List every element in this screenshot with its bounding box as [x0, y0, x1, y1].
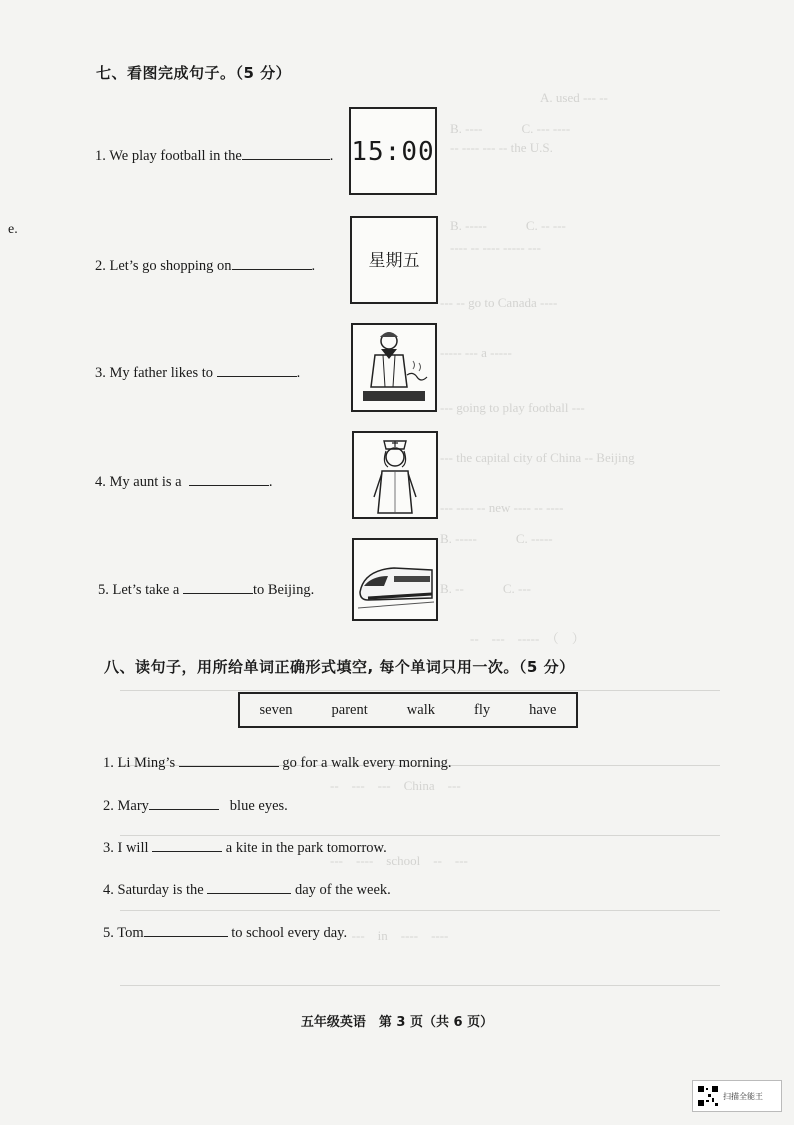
answer-blank[interactable]	[144, 922, 228, 937]
question-text: 1. We play football in the	[95, 148, 242, 164]
bleed-through-line	[120, 910, 720, 911]
bleed-through-text: ‑‑‑‑ ‑‑ ‑‑‑‑ ‑‑‑‑‑ ‑‑‑	[450, 240, 541, 255]
bleed-through-text: ‑‑‑ ‑‑‑‑ ‑‑ new ‑‑‑‑ ‑‑ ‑‑‑‑	[440, 500, 564, 515]
question-text: 3. My father likes to	[95, 365, 213, 381]
bleed-through-text: ‑‑ ‑‑‑ in ‑‑‑‑ ‑‑‑‑	[330, 928, 449, 943]
qr-code-icon	[697, 1085, 719, 1107]
question-8-3	[103, 837, 387, 857]
question-text: 2. Let’s go shopping on	[95, 258, 232, 274]
question-tail: .	[296, 365, 301, 381]
question-prefix: 5. Tom	[103, 925, 144, 941]
question-prefix: 2. Mary	[103, 798, 149, 814]
question-7-2	[95, 255, 315, 275]
answer-blank[interactable]	[149, 795, 219, 810]
bleed-through-text: ‑‑‑‑‑ ‑‑‑ a ‑‑‑‑‑	[440, 345, 512, 360]
nurse-picture	[352, 431, 438, 519]
question-8-2	[103, 795, 288, 815]
nurse-icon	[354, 433, 436, 517]
question-text: 4. My aunt is a	[95, 474, 182, 490]
question-8-1	[103, 752, 451, 772]
question-7-4	[95, 471, 272, 491]
answer-blank[interactable]	[183, 579, 253, 594]
cook-icon	[353, 325, 435, 410]
section-7-title: 七、看图完成句子。（5 分）	[96, 64, 292, 82]
weekday-label: 星期五	[368, 251, 420, 271]
answer-blank[interactable]	[179, 752, 279, 767]
question-tail: to Beijing.	[252, 582, 315, 598]
high-speed-train-icon	[354, 540, 436, 619]
section-8-title: 八、读句子，用所给单词正确形式填空, 每个单词只用一次。（5 分）	[104, 658, 575, 676]
answer-blank[interactable]	[242, 145, 330, 160]
question-tail: .	[329, 148, 334, 164]
question-tail: .	[268, 474, 273, 490]
bleed-through-line	[120, 835, 720, 836]
question-7-1	[95, 145, 333, 165]
bleed-through-text: ‑‑‑ the capital city of China ‑‑ Beijing	[440, 450, 635, 465]
bleed-through-line	[120, 690, 720, 691]
weekday-picture	[350, 216, 438, 304]
answer-blank[interactable]	[232, 255, 312, 270]
bleed-through-text: ‑‑ ‑‑‑ ‑‑‑‑‑ （ ）	[470, 631, 585, 646]
bleed-through-text: B. ‑‑‑‑‑ C. ‑‑‑‑‑	[440, 531, 553, 546]
question-prefix: 4. Saturday is the	[103, 882, 204, 898]
word-bank-item: have	[529, 701, 557, 718]
answer-blank[interactable]	[189, 471, 269, 486]
question-7-3	[95, 362, 300, 382]
word-bank-item: seven	[259, 701, 293, 718]
scanner-badge-label: 扫描全能王	[723, 1091, 763, 1101]
question-8-4	[103, 879, 391, 899]
question-prefix: 3. I will	[103, 840, 149, 856]
bleed-through-text: A. used ‑‑‑ ‑‑	[540, 90, 608, 105]
page-footer: 五年级英语 第 3 页（共 6 页）	[300, 1015, 494, 1030]
question-prefix: 1. Li Ming’s	[103, 755, 176, 771]
question-text: 5. Let’s take a	[98, 582, 180, 598]
bleed-through-line	[120, 985, 720, 986]
bleed-through-text: B. ‑‑‑‑‑ C. ‑‑ ‑‑‑	[450, 218, 566, 233]
question-suffix: to school every day.	[231, 925, 348, 941]
margin-mark: e.	[8, 222, 18, 237]
question-suffix: day of the week.	[294, 882, 391, 898]
bleed-through-text: ‑‑‑ ‑‑‑‑ school ‑‑ ‑‑‑	[330, 853, 468, 868]
word-bank-item: parent	[331, 701, 368, 718]
scanner-badge	[692, 1080, 782, 1112]
answer-blank[interactable]	[217, 362, 297, 377]
question-7-5	[98, 579, 314, 599]
clock-picture	[349, 107, 437, 195]
question-tail: .	[311, 258, 316, 274]
question-8-5	[103, 922, 347, 942]
bleed-through-text: ‑‑ ‑‑‑ ‑‑‑ China ‑‑‑	[330, 778, 461, 793]
word-bank-item: fly	[473, 701, 491, 718]
question-suffix: go for a walk every morning.	[282, 755, 452, 771]
bleed-through-text: ‑‑‑ ‑‑ go to Canada ‑‑‑‑	[440, 295, 558, 310]
word-bank-item: walk	[406, 701, 435, 718]
train-picture	[352, 538, 438, 621]
bleed-through-text: B. ‑‑ C. ‑‑‑	[440, 581, 531, 596]
bleed-through-text: ‑‑ ‑‑‑‑ ‑‑‑ ‑‑ the U.S.	[450, 140, 553, 155]
cook-picture	[351, 323, 437, 412]
answer-blank[interactable]	[207, 879, 291, 894]
question-suffix: blue eyes.	[229, 798, 288, 814]
clock-time: 15:00	[351, 137, 435, 167]
bleed-through-text: ‑‑‑ going to play football ‑‑‑	[440, 400, 585, 415]
word-bank	[238, 692, 578, 728]
bleed-through-text: B. ‑‑‑‑ C. ‑‑‑ ‑‑‑‑	[450, 121, 571, 136]
answer-blank[interactable]	[152, 837, 222, 852]
question-suffix: a kite in the park tomorrow.	[225, 840, 387, 856]
